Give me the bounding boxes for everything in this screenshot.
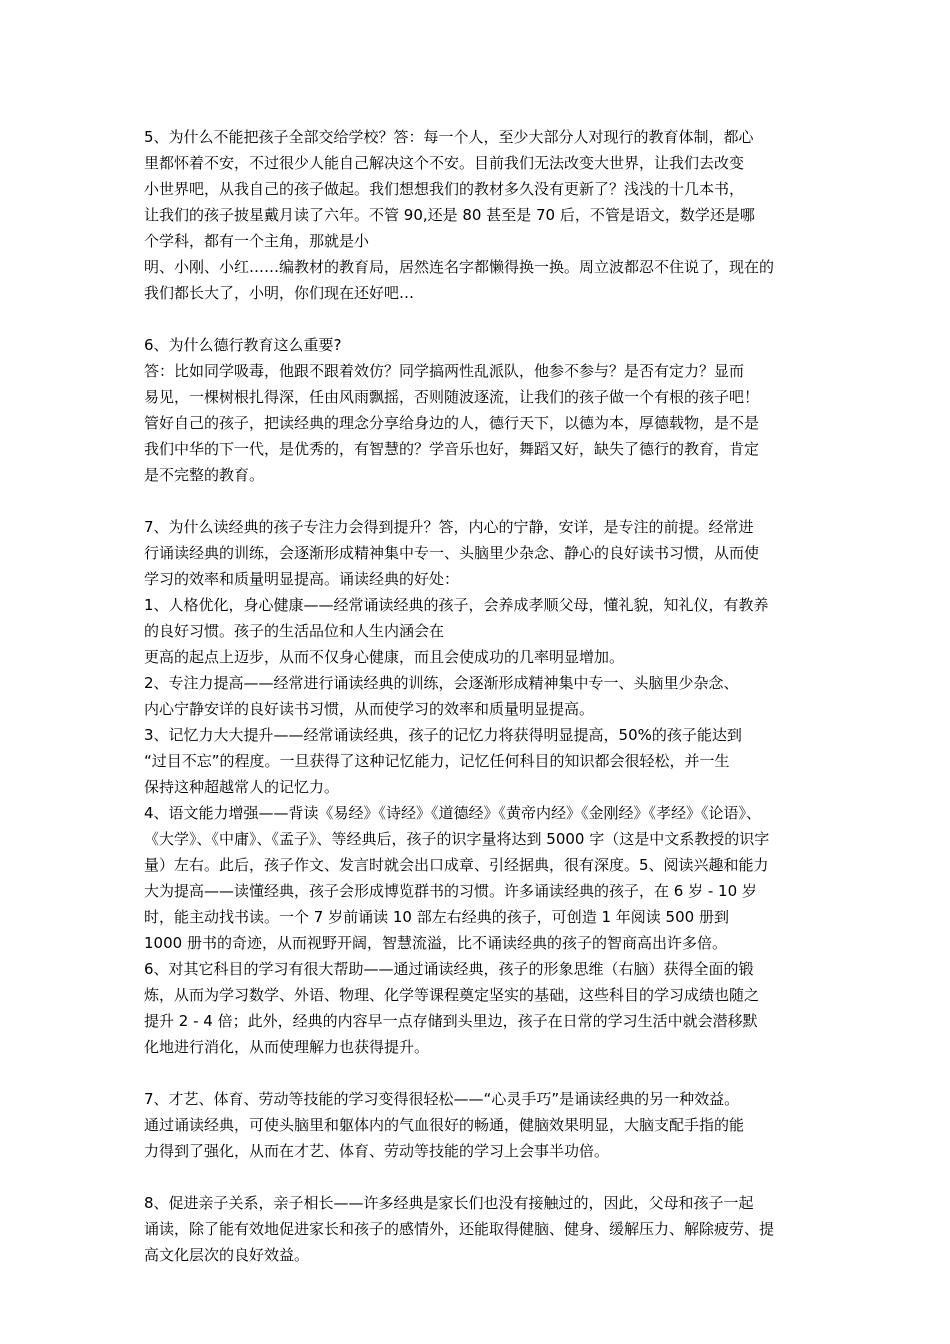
text-line: 1000 册书的奇迹，从而视野开阔，智慧流溢，比不诵读经典的孩子的智商高出许多倍。: [144, 934, 727, 952]
text-line: 4、语文能力增强——背读《易经》《诗经》《道德经》《黄帝内经》《金刚经》《孝经》《论语》、: [144, 804, 762, 822]
text-line: 我们都长大了，小明，你们现在还好吧…: [144, 284, 415, 302]
text-line: 明、小刚、小红……编教材的教育局，居然连名字都懒得换一换。周立波都忍不住说了，现在的: [144, 258, 775, 276]
text-line: 诵读，除了能有效地促进家长和孩子的感情外，还能取得健脑、健身、缓解压力、解除疲劳、提: [144, 1220, 775, 1238]
text-line: 6、对其它科目的学习有很大帮助——通过诵读经典，孩子的形象思维（右脑）获得全面的锻: [144, 960, 754, 978]
text-line: 学习的效率和质量明显提高。诵读经典的好处：: [144, 570, 460, 588]
text-line: 炼，从而为学习数学、外语、物理、化学等课程奠定坚实的基础，这些科目的学习成绩也随之: [144, 986, 760, 1004]
text-line: 里都怀着不安，不过很少人能自己解决这个不安。目前我们无法改变大世界，让我们去改变: [144, 154, 745, 172]
text-line: 6、为什么德行教育这么重要?: [144, 336, 342, 354]
text-line: 大为提高——读懂经典，孩子会形成博览群书的习惯。许多诵读经典的孩子，在 6 岁 - 10 岁: [144, 882, 757, 900]
text-line: 答：比如同学吸毒，他跟不跟着效仿？同学搞两性乱派队，他参不参与？是否有定力？显而: [144, 362, 745, 380]
text-line: 让我们的孩子披星戴月读了六年。不管 90,还是 80 甚至是 70 后，不管是语文，数学还是哪: [144, 206, 755, 224]
text-line: 小世界吧，从我自己的孩子做起。我们想想我们的教材多久没有更新了？浅浅的十几本书，: [144, 180, 745, 198]
text-line: 的良好习惯。孩子的生活品位和人生内涵会在: [144, 622, 445, 640]
text-line: 通过诵读经典，可使头脑里和躯体内的气血很好的畅通，健脑效果明显，大脑支配手指的能: [144, 1116, 745, 1134]
text-line: 保持这种超越常人的记忆力。: [144, 778, 340, 796]
text-line: 我们中华的下一代，是优秀的，有智慧的？学音乐也好，舞蹈又好，缺失了德行的教育，肯定: [144, 440, 760, 458]
text-line: 8、促进亲子关系，亲子相长——许多经典是家长们也没有接触过的，因此，父母和孩子一起: [144, 1194, 754, 1212]
text-line: 5、为什么不能把孩子全部交给学校？答：每一个人，至少大部分人对现行的教育体制，都心: [144, 128, 754, 146]
text-line: 更高的起点上迈步，从而不仅身心健康，而且会使成功的几率明显增加。: [144, 648, 625, 666]
text-line: 力得到了强化，从而在才艺、体育、劳动等技能的学习上会事半功倍。: [144, 1142, 610, 1160]
text-line: 提升 2 - 4 倍；此外，经典的内容早一点存储到头里边，孩子在日常的学习生活中就会潜移默: [144, 1012, 758, 1030]
text-line: 行诵读经典的训练，会逐渐形成精神集中专一、头脑里少杂念、静心的良好读书习惯，从而使: [144, 544, 760, 562]
text-line: 7、才艺、体育、劳动等技能的学习变得很轻松——“心灵手巧”是诵读经典的另一种效益。: [144, 1090, 740, 1108]
text-line: 时，能主动找书读。一个 7 岁前诵读 10 部左右经典的孩子，可创造 1 年阅读 500 册到: [144, 908, 729, 926]
text-line: 易见，一棵树根扎得深，任由风雨飘摇，否则随波逐流，让我们的孩子做一个有根的孩子吧！: [144, 388, 760, 406]
text-line: 个学科，都有一个主角，那就是小: [144, 232, 370, 250]
paragraph-gap: [144, 1164, 812, 1190]
text-line: 内心宁静安详的良好读书习惯，从而使学习的效率和质量明显提高。: [144, 700, 595, 718]
text-line: 是不完整的教育。: [144, 466, 265, 484]
paragraph-gap: [144, 306, 812, 332]
text-line: 3、记忆力大大提升——经常诵读经典，孩子的记忆力将获得明显提高，50%的孩子能达到: [144, 726, 742, 744]
text-line: 管好自己的孩子，把读经典的理念分享给身边的人，德行天下，以德为本，厚德载物，是不是: [144, 414, 760, 432]
text-line: 高文化层次的良好效益。: [144, 1246, 310, 1264]
text-line: 7、为什么读经典的孩子专注力会得到提升？答，内心的宁静，安详，是专注的前提。经常进: [144, 518, 754, 536]
text-line: 化地进行消化，从而使理解力也获得提升。: [144, 1038, 430, 1056]
text-line: 量）左右。此后，孩子作文、发言时就会出口成章、引经据典，很有深度。5、阅读兴趣和能力: [144, 856, 769, 874]
paragraph-gap: [144, 1060, 812, 1086]
text-line: 《大学》、《中庸》、《孟子》、等经典后，孩子的识字量将达到 5000 字（这是中文系教授的识字: [144, 830, 770, 848]
text-line: 2、专注力提高——经常进行诵读经典的训练，会逐渐形成精神集中专一、头脑里少杂念、: [144, 674, 739, 692]
text-line: “过目不忘”的程度。一旦获得了这种记忆能力，记忆任何科目的知识都会很轻松，并一生: [144, 752, 730, 770]
text-line: 1、人格优化，身心健康——经常诵读经典的孩子，会养成孝顺父母，懂礼貌，知礼仪，有教养: [144, 596, 769, 614]
document-body: [144, 124, 812, 1268]
paragraph-gap: [144, 488, 812, 514]
